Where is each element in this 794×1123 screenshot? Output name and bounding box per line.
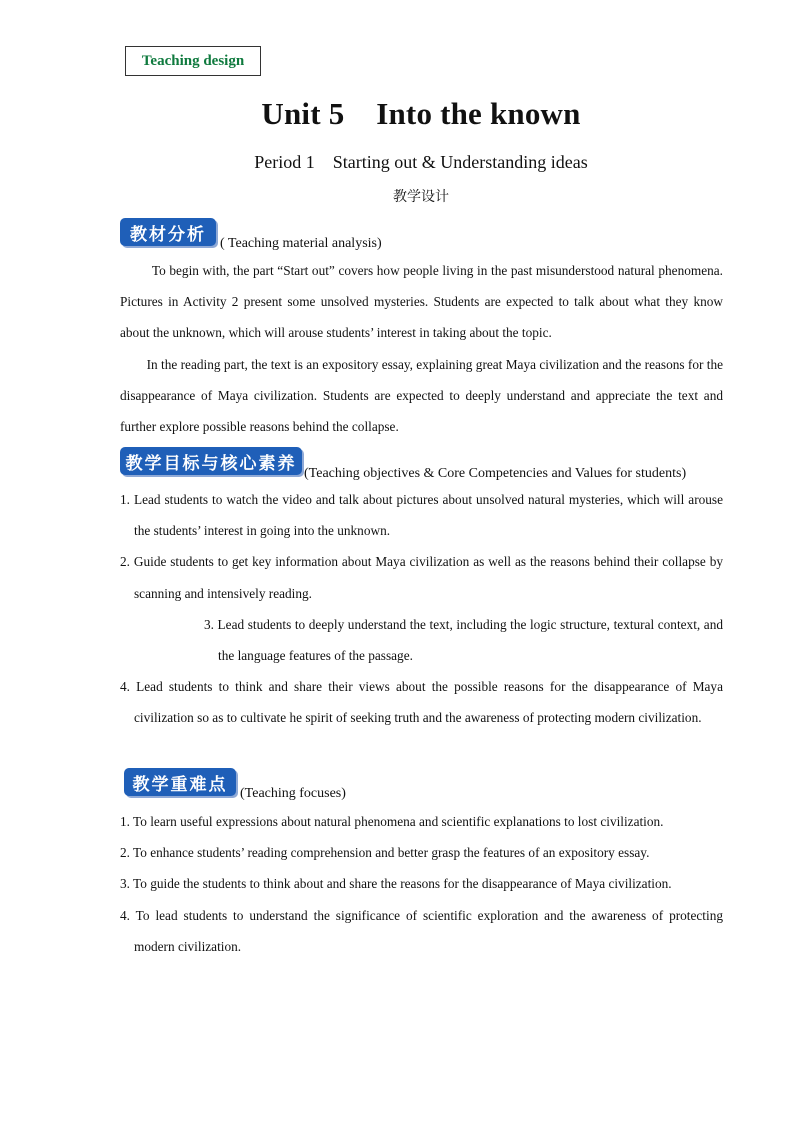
list-item: 2. To enhance students’ reading comprehension and better grasp the features of an expository essay. xyxy=(120,845,650,861)
teaching-objectives-list xyxy=(120,484,723,734)
material-analysis-text xyxy=(120,255,723,442)
section-note-teaching-objectives: (Teaching objectives & Core Competencies and Values for students) xyxy=(304,466,687,481)
section-note-material-analysis: ( Teaching material analysis) xyxy=(220,236,382,251)
list-item: 1. To learn useful expressions about natural phenomena and scientific explanations to lost civilization. xyxy=(120,814,664,829)
list-item: 4. Lead students to think and share their views about the possible reasons for the disappearance of Maya civilization so as to cultivate he spirit of seeking truth and the awareness of protecting modern civilization. xyxy=(120,679,723,726)
list-item: 3. To guide the students to think about and share the reasons for the disappearance of Maya civilization. xyxy=(120,876,672,892)
list-item: 1. Lead students to watch the video and talk about pictures about unsolved natural mysteries, which will arouse the students’ interest in going into the unknown. xyxy=(120,492,723,539)
chinese-subtitle: 教学设计 xyxy=(393,189,449,205)
teaching-design-label: Teaching design xyxy=(125,46,261,76)
paragraph: To begin with, the part “Start out” covers how people living in the past misunderstood natural phenomena. Pictures in Activity 2 present some unsolved mysteries. Students are expected to talk about what they know about the unknown, which will arouse students’ interest in taking about the topic. xyxy=(120,263,723,341)
unit-title: Unit 5 Into the known xyxy=(261,96,581,131)
period-title: Period 1 Starting out & Understanding ideas xyxy=(254,152,588,172)
list-item: 4. To lead students to understand the significance of scientific exploration and the awareness of protecting modern civilization. xyxy=(120,907,723,954)
paragraph: In the reading part, the text is an expository essay, explaining great Maya civilization and the reasons for the disappearance of Maya civilization. Students are expected to deeply understand and appreciate the text and further explore possible reasons behind the collapse. xyxy=(120,356,723,435)
section-badge-material-analysis: 教材分析 xyxy=(120,218,216,246)
list-item xyxy=(120,609,723,671)
teaching-focuses-list xyxy=(120,806,723,962)
list-item-text: 3. Lead students to deeply understand the text, including the logic structure, textural context, and the language features of the passage. xyxy=(204,616,723,664)
section-badge-teaching-focuses: 教学重难点 xyxy=(124,768,236,796)
section-note-teaching-focuses: (Teaching focuses) xyxy=(240,786,346,801)
list-item: 2. Guide students to get key information about Maya civilization as well as the reasons behind their collapse by scanning and intensively reading. xyxy=(120,554,723,601)
section-badge-teaching-objectives: 教学目标与核心素养 xyxy=(120,447,302,475)
